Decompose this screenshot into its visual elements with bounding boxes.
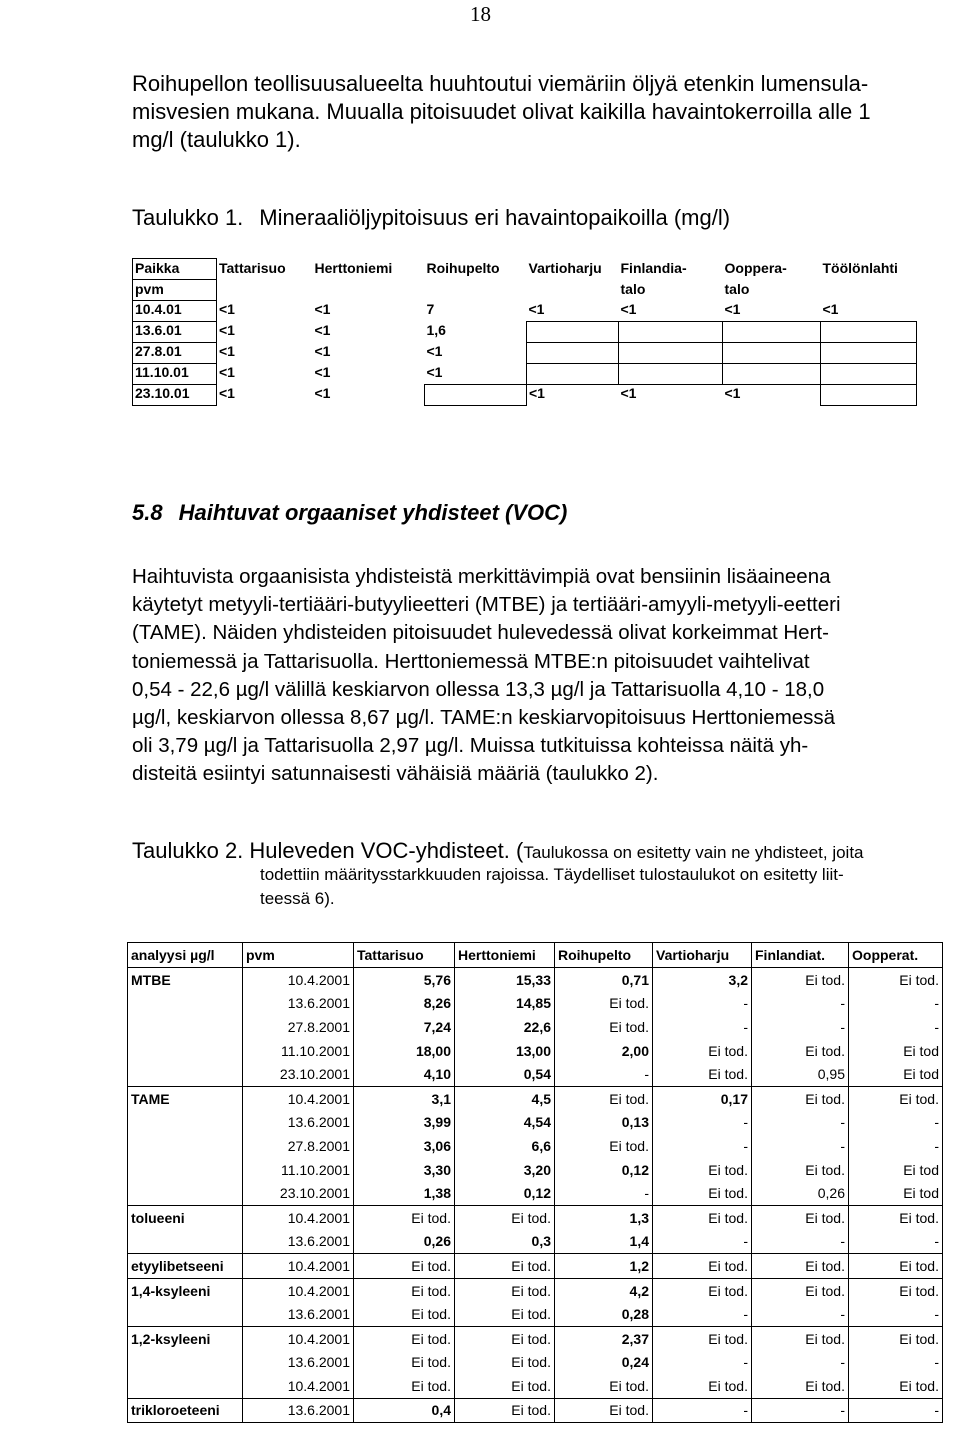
table1-header-cell: Herttoniemi <box>314 259 393 276</box>
table2-header-row <box>128 943 943 968</box>
table2-cell: Ei tod. <box>555 1134 653 1158</box>
table2-caption-note-line: teessä 6). <box>260 889 335 908</box>
table1-header-cell: Tattarisuo <box>219 259 286 276</box>
table1-header-cell: Ooppera- <box>724 259 787 276</box>
table2-cell: 4,2 <box>555 1278 653 1302</box>
table2-cell: 3,99 <box>354 1111 455 1135</box>
table2-cell: Ei tod. <box>455 1351 555 1375</box>
table2-cell: 13.6.2001 <box>243 1230 354 1254</box>
table1-cell <box>723 322 821 343</box>
table2-cell: Ei tod. <box>455 1398 555 1423</box>
table2-row <box>128 1181 943 1205</box>
table2-cell: Ei tod. <box>555 1086 653 1110</box>
table1-cell <box>527 343 619 364</box>
table1-caption-text: Mineraaliöljypitoisuus eri havaintopaikoilla (mg/l) <box>259 205 731 230</box>
table1-header-cell <box>425 280 527 301</box>
table2-cell: 27.8.2001 <box>243 1015 354 1039</box>
table1-cell: <1 <box>529 385 545 401</box>
table2-cell: Ei tod. <box>354 1302 455 1326</box>
table2-cell: 4,5 <box>455 1086 555 1110</box>
table2-cell: TAME <box>128 1086 243 1110</box>
table1-cell: <1 <box>314 363 331 380</box>
table1-cell: <1 <box>219 321 235 338</box>
table2-cell: Ei tod. <box>653 1254 752 1279</box>
table2-row <box>128 1351 943 1375</box>
table2-cell: Ei tod. <box>455 1254 555 1279</box>
table2-cell: 1,38 <box>354 1181 455 1205</box>
table1-cell: <1 <box>620 385 637 401</box>
table1-cell <box>821 385 917 406</box>
paragraph-line: oli 3,79 µg/l ja Tattarisuolla 2,97 µg/l. Muissa tutkituissa kohteissa näitä yh- <box>132 734 809 758</box>
table2-cell: Ei tod <box>849 1039 943 1063</box>
table2-cell: - <box>752 1230 849 1254</box>
table2-cell: Ei tod. <box>752 968 849 992</box>
table2-cell: 0,95 <box>752 1062 849 1086</box>
table2-cell: 4,10 <box>354 1062 455 1086</box>
table2-cell: 13,00 <box>455 1039 555 1063</box>
table1-cell: <1 <box>219 342 235 359</box>
table2-cell: Ei tod. <box>555 1374 653 1398</box>
table2-cell: - <box>849 992 943 1016</box>
table1-cell: <1 <box>620 300 637 317</box>
table1-row <box>133 385 917 406</box>
voc-paragraph <box>132 563 957 789</box>
table2-cell: 22,6 <box>455 1015 555 1039</box>
table2-cell: Ei tod. <box>653 1039 752 1063</box>
table2-cell: - <box>752 1015 849 1039</box>
table2-row <box>128 1374 943 1398</box>
table1-cell <box>821 343 917 364</box>
table2-header-cell: Finlandiat. <box>752 943 849 968</box>
table1-cell: <1 <box>426 342 443 359</box>
table2-cell: Ei tod. <box>752 1254 849 1279</box>
table1-cell <box>821 322 917 343</box>
table2-cell: Ei tod. <box>849 1254 943 1279</box>
intro-line: misvesien mukana. Muualla pitoisuudet olivat kaikilla havaintokerroilla alle 1 <box>132 99 871 124</box>
table2-cell: 3,1 <box>354 1086 455 1110</box>
table2-row <box>128 992 943 1016</box>
table2-row <box>128 1015 943 1039</box>
table2-cell: Ei tod. <box>354 1351 455 1375</box>
table2-cell: Ei tod. <box>555 992 653 1016</box>
table1-header-cell: Roihupelto <box>426 259 500 276</box>
table2-cell: 10.4.2001 <box>243 1278 354 1302</box>
table1-cell: <1 <box>219 300 235 317</box>
table2-cell: 1,2-ksyleeni <box>128 1326 243 1350</box>
table1-header-cell: Töölönlahti <box>822 259 898 276</box>
table2-cell: 23.10.2001 <box>243 1062 354 1086</box>
table2-cell: - <box>849 1111 943 1135</box>
table2-cell: 23.10.2001 <box>243 1181 354 1205</box>
table2-cell: Ei tod. <box>653 1374 752 1398</box>
table2-row <box>128 968 943 992</box>
paragraph-line: 0,54 - 22,6 µg/l välillä keskiarvon ollessa 13,3 µg/l ja Tattarisuolla 4,10 - 18,0 <box>132 677 825 701</box>
table2-cell: Ei tod. <box>653 1278 752 1302</box>
table2-cell: 0,13 <box>555 1111 653 1135</box>
table2-cell: 0,17 <box>653 1086 752 1110</box>
table1-cell: <1 <box>314 300 331 317</box>
table1-header-cell <box>821 280 917 301</box>
table2-cell: - <box>555 1062 653 1086</box>
table2-cell <box>128 1374 243 1398</box>
table2-row <box>128 1230 943 1254</box>
table2-cell <box>128 992 243 1016</box>
table2-cell: 0,28 <box>555 1302 653 1326</box>
table2-cell: - <box>849 1302 943 1326</box>
table1-cell: <1 <box>219 384 235 401</box>
table2-cell <box>128 1302 243 1326</box>
table2-cell: 0,71 <box>555 968 653 992</box>
paragraph-line: disteitä esiintyi satunnaisesti vähäisiä määriä (taulukko 2). <box>132 762 659 786</box>
table2-cell: trikloroeteeni <box>128 1398 243 1423</box>
table2-cell: 6,6 <box>455 1134 555 1158</box>
table2-cell: - <box>653 1351 752 1375</box>
table2-cell: 11.10.2001 <box>243 1039 354 1063</box>
table1-caption <box>132 205 730 231</box>
table2-cell: Ei tod. <box>455 1302 555 1326</box>
table2-cell: Ei tod. <box>555 1015 653 1039</box>
table2-cell: Ei tod. <box>849 968 943 992</box>
table2-cell: Ei tod. <box>653 1181 752 1205</box>
table1-cell: <1 <box>426 363 443 380</box>
table2-cell: 10.4.2001 <box>243 1205 354 1229</box>
table2-cell: Ei tod. <box>752 1158 849 1182</box>
paragraph-line: (TAME). Näiden yhdisteiden pitoisuudet hulevedessä olivat korkeimmat Hert- <box>132 621 829 645</box>
table2-cell: - <box>653 1230 752 1254</box>
table2-cell: 13.6.2001 <box>243 1398 354 1423</box>
section-heading <box>132 500 567 526</box>
table2-cell: Ei tod. <box>354 1254 455 1279</box>
table2-cell: 3,30 <box>354 1158 455 1182</box>
table2-header-cell: Vartioharju <box>653 943 752 968</box>
table2-cell: - <box>752 992 849 1016</box>
table1-header-cell <box>217 280 313 301</box>
table1-cell <box>619 364 723 385</box>
table2-row <box>128 1205 943 1229</box>
table2-cell: Ei tod <box>849 1181 943 1205</box>
table1-row <box>133 364 917 385</box>
table2-cell: - <box>555 1181 653 1205</box>
table2-cell: 13.6.2001 <box>243 1302 354 1326</box>
table1-header-row <box>133 259 917 280</box>
table2-cell <box>128 1181 243 1205</box>
table2-cell: 8,26 <box>354 992 455 1016</box>
table2-cell <box>128 1039 243 1063</box>
table2-cell: Ei tod. <box>354 1374 455 1398</box>
table2-cell: 15,33 <box>455 968 555 992</box>
table2-cell: 14,85 <box>455 992 555 1016</box>
table1-row <box>133 343 917 364</box>
table2-cell: Ei tod. <box>455 1278 555 1302</box>
table2-header-cell: Tattarisuo <box>354 943 455 968</box>
table2-cell: Ei tod. <box>849 1086 943 1110</box>
table2-cell: 3,06 <box>354 1134 455 1158</box>
table1-cell: 23.10.01 <box>133 385 217 406</box>
table2-cell: Ei tod. <box>653 1158 752 1182</box>
table2-cell: - <box>653 1398 752 1423</box>
section-number: 5.8 <box>132 500 163 525</box>
table2-cell: Ei tod. <box>849 1374 943 1398</box>
table2-cell: Ei tod. <box>752 1374 849 1398</box>
intro-paragraph <box>132 70 932 154</box>
table2-cell: - <box>653 992 752 1016</box>
table2-cell: Ei tod. <box>752 1205 849 1229</box>
table2-header-cell: analyysi µg/l <box>128 943 243 968</box>
table2-cell: - <box>752 1398 849 1423</box>
table1-cell <box>527 364 619 385</box>
table2-row <box>128 1254 943 1279</box>
table2-row <box>128 1086 943 1110</box>
table2-cell: 0,12 <box>455 1181 555 1205</box>
table2-cell: 5,76 <box>354 968 455 992</box>
table2-cell: Ei tod. <box>354 1326 455 1350</box>
table2-cell: 0,26 <box>354 1230 455 1254</box>
table1-header-cell: talo <box>620 280 646 297</box>
table2-cell: 0,24 <box>555 1351 653 1375</box>
table2-row <box>128 1278 943 1302</box>
table1 <box>132 258 917 406</box>
table2-cell: 10.4.2001 <box>243 1086 354 1110</box>
table2-cell: 0,26 <box>752 1181 849 1205</box>
table1-cell: <1 <box>314 342 331 359</box>
table2 <box>127 942 943 1423</box>
table2-caption-note-line: todettiin määritysstarkkuuden rajoissa. Täydelliset tulostaulukot on esitetty liit- <box>260 865 844 884</box>
table1-header-cell <box>313 280 425 301</box>
table2-cell: 1,4-ksyleeni <box>128 1278 243 1302</box>
table1-row <box>133 301 917 322</box>
table2-cell: Ei tod. <box>555 1398 653 1423</box>
table2-cell <box>128 1015 243 1039</box>
table2-cell: Ei tod. <box>849 1278 943 1302</box>
table2-cell: 2,00 <box>555 1039 653 1063</box>
table2-cell: 1,2 <box>555 1254 653 1279</box>
table2-row <box>128 1111 943 1135</box>
table2-cell: Ei tod <box>849 1158 943 1182</box>
table2-header-cell: Oopperat. <box>849 943 943 968</box>
table1-cell: 1,6 <box>426 321 446 338</box>
table1-cell: <1 <box>314 384 331 401</box>
table2-cell: 3,2 <box>653 968 752 992</box>
table2-cell: Ei tod. <box>849 1326 943 1350</box>
table1-header-cell: talo <box>724 280 750 297</box>
table2-cell: 10.4.2001 <box>243 968 354 992</box>
table2-header-cell: pvm <box>243 943 354 968</box>
table2-cell: Ei tod. <box>653 1205 752 1229</box>
table2-cell: etyylibetseeni <box>128 1254 243 1279</box>
table2-cell: - <box>653 1111 752 1135</box>
table2-cell: - <box>653 1134 752 1158</box>
table2-cell: - <box>752 1111 849 1135</box>
table2-cell: Ei tod. <box>354 1205 455 1229</box>
page-number: 18 <box>470 2 491 26</box>
table1-cell <box>821 364 917 385</box>
table1-cell <box>425 385 527 406</box>
table1-header-row <box>133 280 917 301</box>
table2-cell <box>128 1158 243 1182</box>
table2-cell: Ei tod. <box>653 1062 752 1086</box>
table2-header-cell: Herttoniemi <box>455 943 555 968</box>
table2-caption-note: Taulukossa on esitetty vain ne yhdisteet, joita <box>523 843 864 862</box>
table1-cell: 13.6.01 <box>133 322 217 343</box>
table2-cell <box>128 1134 243 1158</box>
paragraph-line: µg/l, keskiarvon ollessa 8,67 µg/l. TAME:n keskiarvopitoisuus Herttoniemessä <box>132 706 836 730</box>
table2-cell: Ei tod. <box>752 1326 849 1350</box>
table2-cell: Ei tod. <box>752 1278 849 1302</box>
table2-cell: - <box>849 1134 943 1158</box>
table2-header-cell: Roihupelto <box>555 943 653 968</box>
table2-cell <box>128 1111 243 1135</box>
paragraph-line: käytetyt metyyli-tertiääri-butyylieetteri (MTBE) ja tertiääri-amyyli-metyyli-eetteri <box>132 593 841 617</box>
table1-cell: <1 <box>724 300 741 317</box>
table2-cell: Ei tod. <box>849 1205 943 1229</box>
table1-caption-label: Taulukko 1. <box>132 205 244 230</box>
table2-cell: 0,3 <box>455 1230 555 1254</box>
table2-row <box>128 1134 943 1158</box>
paragraph-line: Haihtuvista orgaanisista yhdisteistä merkittävimpiä ovat bensiinin lisäaineena <box>132 565 831 588</box>
table2-cell: 11.10.2001 <box>243 1158 354 1182</box>
table2-cell: 7,24 <box>354 1015 455 1039</box>
table2-cell: - <box>752 1134 849 1158</box>
table2-cell <box>128 1230 243 1254</box>
table1-cell: 7 <box>426 300 435 317</box>
table1-cell: <1 <box>219 363 235 380</box>
table2-cell: - <box>849 1351 943 1375</box>
table2-cell: Ei tod. <box>653 1326 752 1350</box>
table2-cell: Ei tod. <box>752 1039 849 1063</box>
intro-line: mg/l (taulukko 1). <box>132 127 301 152</box>
table2-cell: - <box>653 1015 752 1039</box>
table1-header-cell: Paikka <box>133 259 217 280</box>
table2-cell <box>128 1351 243 1375</box>
table1-cell: <1 <box>314 321 331 338</box>
table2-cell: 4,54 <box>455 1111 555 1135</box>
table2-cell: Ei tod. <box>455 1374 555 1398</box>
table2-cell: 0,4 <box>354 1398 455 1423</box>
table2-cell: 10.4.2001 <box>243 1326 354 1350</box>
table2-cell: - <box>849 1398 943 1423</box>
table2-cell: 18,00 <box>354 1039 455 1063</box>
table2-caption <box>132 838 960 912</box>
table2-row <box>128 1158 943 1182</box>
table1-header-cell: Finlandia- <box>620 259 687 276</box>
table2-cell: Ei tod <box>849 1062 943 1086</box>
table2-row <box>128 1062 943 1086</box>
table2-row <box>128 1326 943 1350</box>
table2-cell: - <box>752 1302 849 1326</box>
section-title: Haihtuvat orgaaniset yhdisteet (VOC) <box>178 500 568 525</box>
table2-cell: 13.6.2001 <box>243 1111 354 1135</box>
intro-line: Roihupellon teollisuusalueelta huuhtoutui viemäriin öljyä etenkin lumensula- <box>132 71 869 96</box>
table2-row <box>128 1398 943 1423</box>
table2-cell: Ei tod. <box>455 1205 555 1229</box>
table1-cell <box>619 322 723 343</box>
table2-cell: - <box>752 1351 849 1375</box>
table2-cell: Ei tod. <box>354 1278 455 1302</box>
table1-cell <box>723 343 821 364</box>
table1-cell <box>723 364 821 385</box>
table1-cell: <1 <box>724 385 741 401</box>
table2-cell: MTBE <box>128 968 243 992</box>
table1-cell: <1 <box>528 300 545 317</box>
table2-row <box>128 1302 943 1326</box>
table2-caption-main: Taulukko 2. Huleveden VOC-yhdisteet. ( <box>132 838 524 863</box>
table2-cell: 1,4 <box>555 1230 653 1254</box>
table2-row <box>128 1039 943 1063</box>
table1-header-cell: pvm <box>133 280 217 301</box>
table2-cell: 3,20 <box>455 1158 555 1182</box>
table2-cell: Ei tod. <box>455 1326 555 1350</box>
table1-cell <box>527 322 619 343</box>
table2-cell: 13.6.2001 <box>243 992 354 1016</box>
table2-cell: 1,3 <box>555 1205 653 1229</box>
paragraph-line: toniemessä ja Tattarisuolla. Herttoniemessä MTBE:n pitoisuudet vaihtelivat <box>132 649 810 673</box>
table1-cell <box>619 343 723 364</box>
table1-cell: 10.4.01 <box>133 301 217 322</box>
table2-cell: Ei tod. <box>752 1086 849 1110</box>
table2-cell: - <box>653 1302 752 1326</box>
table2-cell: 2,37 <box>555 1326 653 1350</box>
table1-cell: <1 <box>822 300 839 317</box>
table2-cell: 27.8.2001 <box>243 1134 354 1158</box>
table2-cell: 0,12 <box>555 1158 653 1182</box>
table2-cell: - <box>849 1230 943 1254</box>
table2-cell <box>128 1062 243 1086</box>
table1-cell: 11.10.01 <box>133 364 217 385</box>
table2-cell: 13.6.2001 <box>243 1351 354 1375</box>
table2-cell: tolueeni <box>128 1205 243 1229</box>
table1-header-cell: Vartioharju <box>528 259 602 276</box>
table1-row <box>133 322 917 343</box>
table2-cell: 10.4.2001 <box>243 1374 354 1398</box>
table2-cell: 10.4.2001 <box>243 1254 354 1279</box>
table1-cell: 27.8.01 <box>133 343 217 364</box>
table1-header-cell <box>527 280 619 301</box>
table2-cell: 0,54 <box>455 1062 555 1086</box>
table2-cell: - <box>849 1015 943 1039</box>
